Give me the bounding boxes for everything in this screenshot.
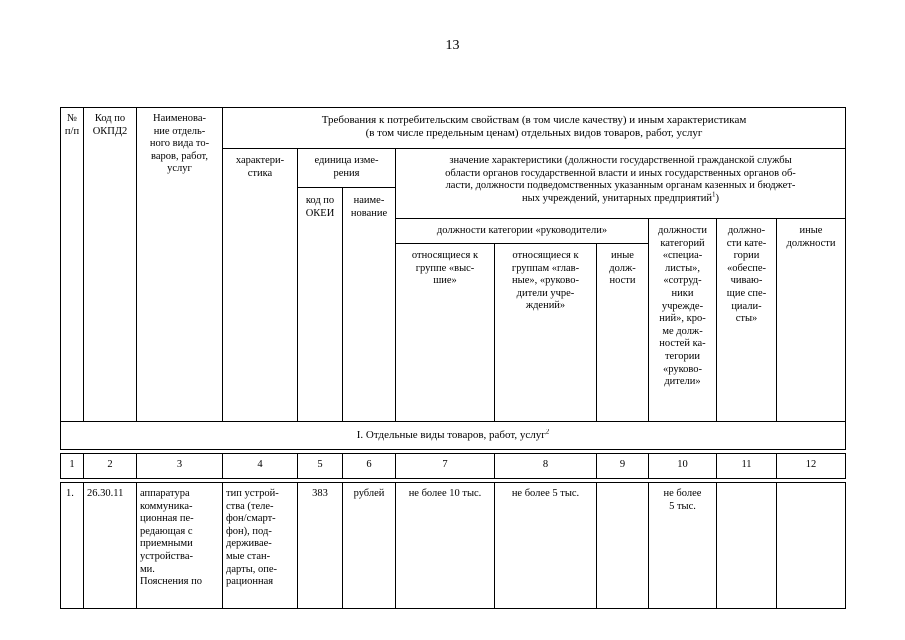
header-other-managers: иные долж- ности <box>609 250 636 287</box>
table-border-left <box>60 107 61 449</box>
table-rule <box>60 482 846 483</box>
header-value-tail: ) <box>715 192 719 204</box>
page-number: 13 <box>445 38 460 53</box>
table-rule <box>60 478 846 479</box>
table-border-top <box>60 107 846 108</box>
section-title-text: I. Отдельные виды товаров, работ, услуг <box>356 429 546 441</box>
table-border-right <box>845 482 846 609</box>
table-border-left <box>60 482 61 609</box>
table-rule <box>342 482 343 609</box>
header-specialists: должности категорий «специа- листы», «сотруд- ники учрежде- ний», кро- ме долж- ностей ка- тегории «руково- дители» <box>658 225 707 388</box>
row-okpd-code: 26.30.11 <box>87 488 124 499</box>
row-product-name: аппаратура коммуника- ционная пе- редающая с приемными устройства- ми. Пояснения по <box>140 488 202 588</box>
row-characteristic: тип устрой- ства (теле- фон/смарт- фон), под- держивае- мые стан- дарты, опе- рационная <box>226 488 279 588</box>
header-other-positions: иные должности <box>786 225 836 249</box>
column-number: 5 <box>317 459 323 470</box>
table-border-right <box>845 453 846 479</box>
table-rule <box>60 421 846 422</box>
header-num: № п/п <box>64 113 80 137</box>
row-okei-code: 383 <box>312 488 328 499</box>
table-rule <box>776 482 777 609</box>
table-rule <box>297 148 298 421</box>
header-unit: единица изме- рения <box>314 155 379 179</box>
table-rule <box>395 218 846 219</box>
header-higher: относящиеся к группе «выс- шие» <box>411 250 479 287</box>
table-rule <box>596 482 597 609</box>
table-rule <box>83 107 84 421</box>
table-rule <box>60 449 846 450</box>
column-number: 10 <box>677 459 688 470</box>
column-number: 9 <box>619 459 626 470</box>
header-unit-code: код по ОКЕИ <box>305 195 335 219</box>
header-value-text: значение характеристики (должности государственной гражданской службы области органов государственной власти и иных государственных органов об- ласти, должности подведомственных указанным органам казенных и бюджет- ных учреждений, унитарных предприятий <box>445 155 796 204</box>
column-number: 3 <box>176 459 183 470</box>
table-rule <box>297 187 395 188</box>
header-main: относящиеся к группам «глав- ные», «руково- дители учре- ждений» <box>511 250 580 312</box>
table-rule <box>342 187 343 421</box>
footnote-ref: 2 <box>545 429 550 436</box>
row-unit-name: рублей <box>353 488 385 499</box>
table-border-bottom <box>60 608 846 609</box>
table-rule <box>297 482 298 609</box>
column-number: 4 <box>257 459 263 470</box>
column-number: 7 <box>442 459 448 470</box>
footnote-ref: 1 <box>711 190 716 199</box>
column-number: 6 <box>366 459 372 470</box>
section-title <box>61 429 845 442</box>
table-rule <box>60 453 846 454</box>
table-rule <box>395 243 648 244</box>
row-higher-value: не более 10 тыс. <box>408 488 482 499</box>
table-rule <box>136 482 137 609</box>
header-unit-name: наиме- нование <box>350 195 388 219</box>
header-okpd: Код по ОКПД2 <box>92 113 128 137</box>
row-main-value: не более 5 тыс. <box>511 488 580 499</box>
header-managers: должности категории «руководители» <box>436 225 608 236</box>
table-rule <box>716 482 717 609</box>
column-number: 8 <box>542 459 549 470</box>
column-number: 12 <box>805 459 817 470</box>
row-specialists-value: не более 5 тыс. <box>663 488 702 512</box>
header-characteristic: характери- стика <box>235 155 285 179</box>
header-requirements: Требования к потребительским свойствам (в том числе качеству) и иным характеристикам (в том числе предельным ценам) отдельных видов товаров, работ, услуг <box>321 114 747 139</box>
column-number: 11 <box>741 459 752 470</box>
table-rule <box>83 482 84 609</box>
column-number: 2 <box>107 459 113 470</box>
table-border-right <box>845 107 846 449</box>
header-value <box>396 155 845 205</box>
column-number: 1 <box>69 459 75 470</box>
row-num: 1. <box>66 488 74 499</box>
header-support: должно- сти кате- гории «обеспе- чиваю- щие спе- циали- сты» <box>726 225 767 325</box>
table-rule <box>222 148 846 149</box>
table-rule <box>222 482 223 609</box>
table-rule <box>395 482 396 609</box>
header-name: Наименова- ние отдель- ного вида то- варов, работ, услуг <box>149 113 210 175</box>
table-rule <box>494 482 495 609</box>
